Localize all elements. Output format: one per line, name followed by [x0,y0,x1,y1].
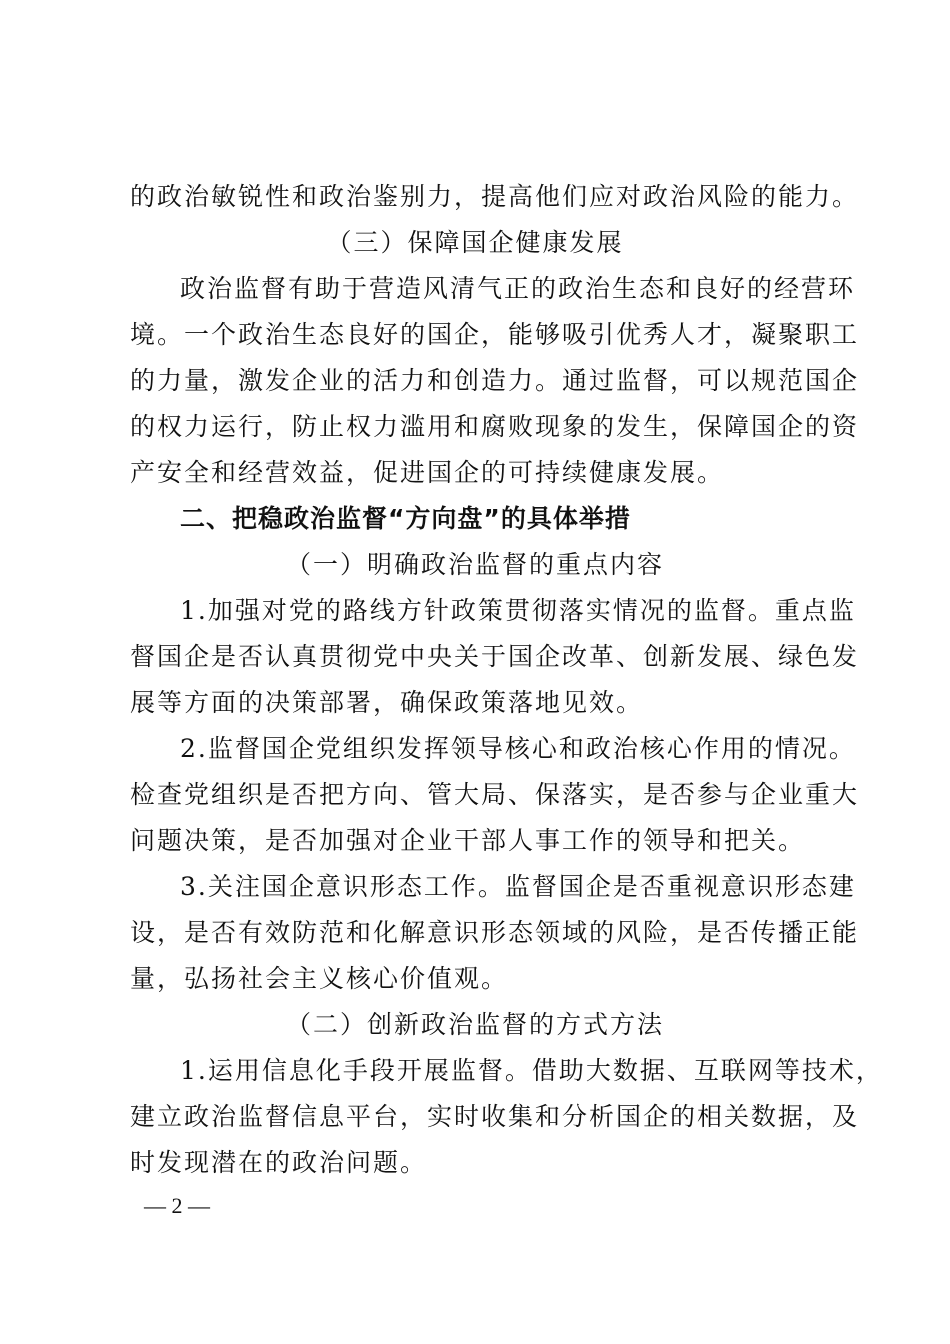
paragraph-line: 1.运用信息化手段开展监督。借助大数据、互联网等技术， [180,1056,883,1085]
page-number: — 2 — [144,1193,210,1218]
paragraph-line: 境。一个政治生态良好的国企，能够吸引优秀人才，凝聚职工 [130,320,860,349]
paragraph-line: 问题决策，是否加强对企业干部人事工作的领导和把关。 [130,826,806,855]
paragraph-line: 1.加强对党的路线方针政策贯彻落实情况的监督。重点监 [180,596,856,625]
section-heading: （三）保障国企健康发展 [326,228,624,257]
paragraph-line: 2.监督国企党组织发挥领导核心和政治核心作用的情况。 [180,734,856,763]
paragraph-line: 时发现潜在的政治问题。 [130,1148,428,1177]
paragraph-line: 建立政治监督信息平台，实时收集和分析国企的相关数据，及 [130,1102,860,1131]
paragraph-line: 的权力运行，防止权力滥用和腐败现象的发生，保障国企的资 [130,412,860,441]
section-heading: （二）创新政治监督的方式方法 [285,1010,664,1039]
paragraph-line: 量，弘扬社会主义核心价值观。 [130,964,509,993]
paragraph-line: 检查党组织是否把方向、管大局、保落实，是否参与企业重大 [130,780,860,809]
section-heading: （一）明确政治监督的重点内容 [285,550,664,579]
chapter-heading: 二、把稳政治监督“方向盘”的具体举措 [180,504,631,533]
paragraph-line: 产安全和经营效益，促进国企的可持续健康发展。 [130,458,725,487]
paragraph-line: 设，是否有效防范和化解意识形态领域的风险，是否传播正能 [130,918,860,947]
paragraph-line: 的政治敏锐性和政治鉴别力，提高他们应对政治风险的能力。 [130,182,860,211]
paragraph-line: 督国企是否认真贯彻党中央关于国企改革、创新发展、绿色发 [130,642,860,671]
paragraph-line: 3.关注国企意识形态工作。监督国企是否重视意识形态建 [180,872,856,901]
paragraph-line: 展等方面的决策部署，确保政策落地见效。 [130,688,644,717]
paragraph-line: 政治监督有助于营造风清气正的政治生态和良好的经营环 [180,274,856,303]
paragraph-line: 的力量，激发企业的活力和创造力。通过监督，可以规范国企 [130,366,860,395]
